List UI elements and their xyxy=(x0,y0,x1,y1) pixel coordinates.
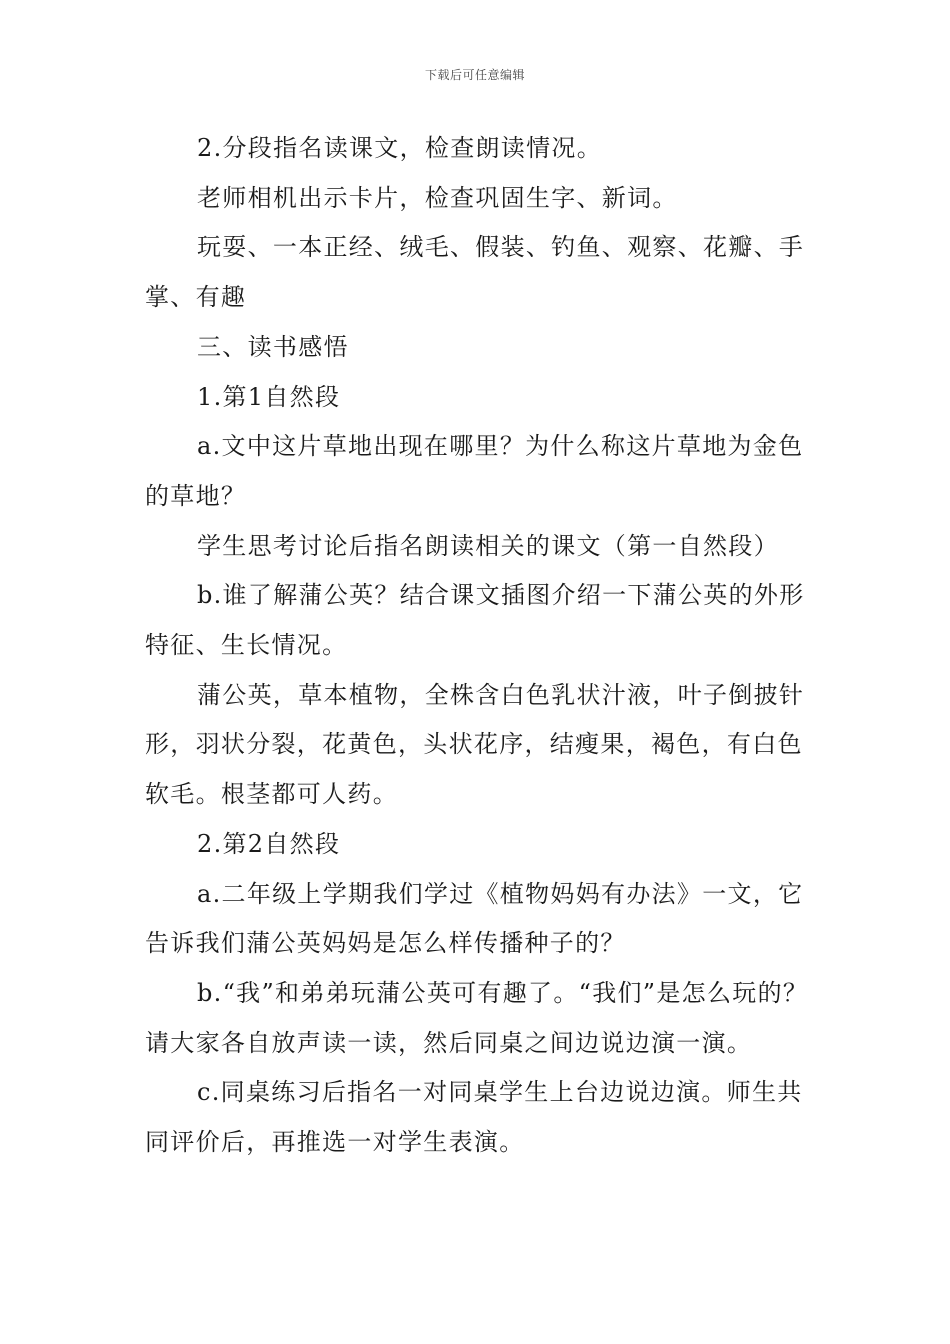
paragraph-student-discussion: 学生思考讨论后指名朗读相关的课文（第一自然段） xyxy=(197,531,779,560)
question-a-golden-meadow: a.文中这片草地出现在哪里？为什么称这片草地为金色的草地？ xyxy=(145,432,804,510)
paragraph-reading-check: 2.分段指名读课文，检查朗读情况。 xyxy=(197,134,602,162)
paragraph-c-performance: c.同桌练习后指名一对同桌学生上台边说边演。师生共同评价后，再推选一对学生表演。 xyxy=(145,1078,803,1157)
subheading-paragraph-2: 2.第2自然段 xyxy=(197,829,341,858)
question-b-playing: b.“我”和弟弟玩蒲公英可有趣了。“我们”是怎么玩的？请大家各自放声读一读，然后同桌之间边说边演一演。 xyxy=(145,978,809,1057)
paragraph-dandelion-description: 蒲公英，草本植物，全株含白色乳状汁液，叶子倒披针形，羽状分裂，花黄色，头状花序，结瘦果，褐色，有白色软毛。根茎都可人药。 xyxy=(145,680,805,809)
question-a-seed-spreading: a.二年级上学期我们学过《植物妈妈有办法》一文，它告诉我们蒲公英妈妈是怎么样传播种子的？ xyxy=(145,879,804,958)
page-header: 下载后可任意编辑 xyxy=(424,68,525,82)
paragraph-vocabulary: 玩耍、一本正经、绒毛、假装、钓鱼、观察、花瓣、手掌、有趣 xyxy=(145,233,805,312)
paragraph-flashcards: 老师相机出示卡片，检查巩固生字、新词。 xyxy=(197,183,678,212)
subheading-paragraph-1: 1.第1自然段 xyxy=(197,382,341,411)
section-heading-reading: 三、读书感悟 xyxy=(197,332,349,361)
document-body xyxy=(145,124,810,1168)
question-b-dandelion: b.谁了解蒲公英？结合课文插图介绍一下蒲公英的外形特征、生长情况。 xyxy=(145,581,805,660)
